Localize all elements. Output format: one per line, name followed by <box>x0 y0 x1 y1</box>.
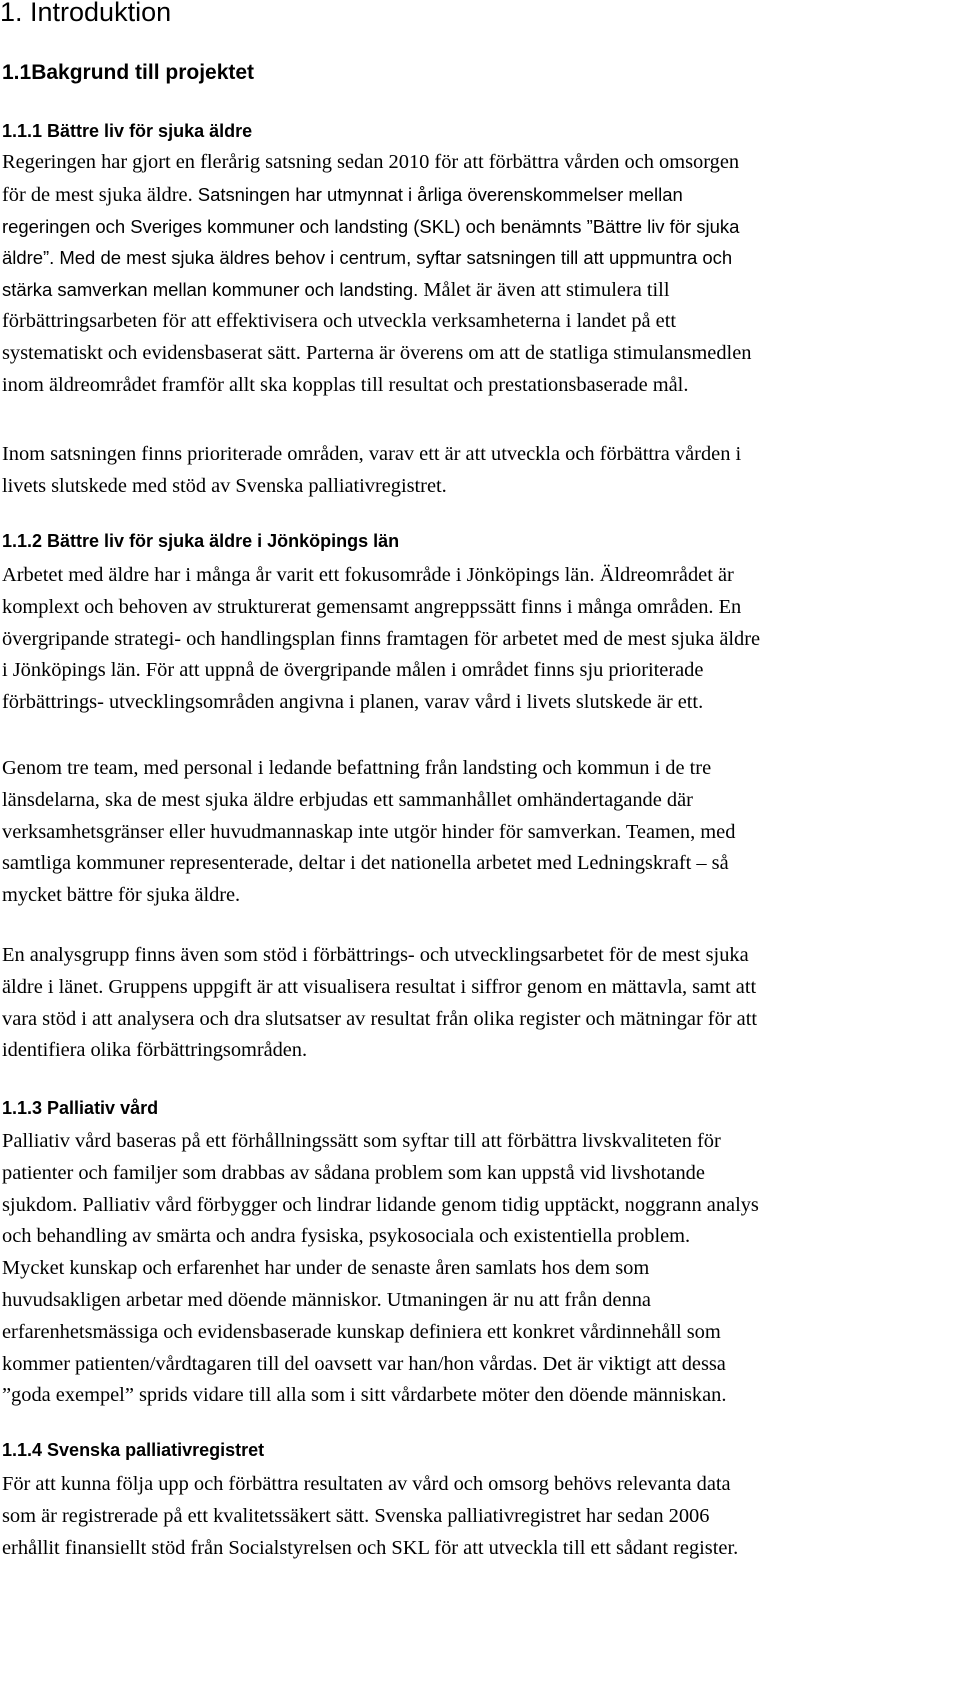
text-line <box>2 439 960 471</box>
text-line <box>2 1380 960 1412</box>
text-segment: äldre i länet. Gruppens uppgift är att visualisera resultat i siffror genom en mättavla, samt att <box>2 975 757 998</box>
text-segment: Satsningen har utmynnat i årliga överenskommelser mellan <box>197 183 683 205</box>
text-line <box>2 592 960 624</box>
text-segment: komplext och behoven av strukturerat gemensamt angreppssätt finns i många områden. En <box>2 595 742 618</box>
text-segment: Målet är även att stimulera till <box>423 279 670 302</box>
section-title-bakgrund: 1.1Bakgrund till projektet <box>2 61 255 84</box>
text-line <box>2 471 960 503</box>
text-segment: För att kunna följa upp och förbättra resultaten av vård och omsorg behövs relevanta data <box>2 1473 731 1495</box>
text-segment: Regeringen har gjort en flerårig satsning sedan 2010 för att förbättra vården och omsorgen <box>2 151 740 173</box>
text-segment: vara stöd i att analysera och dra slutsatser av resultat från olika register och mätningar för att <box>2 1007 758 1030</box>
text-line <box>2 274 960 306</box>
text-line <box>2 1285 960 1317</box>
subsection-title-palliativ-vard: 1.1.3 Palliativ vård <box>2 1098 159 1118</box>
text-line <box>2 370 960 402</box>
paragraph-battre-liv <box>2 147 960 401</box>
text-segment: huvudsakligen arbetar med döende människor. Utmaningen är nu att från denna <box>2 1288 651 1311</box>
text-segment: för de mest sjuka äldre. <box>2 183 198 206</box>
text-segment: erfarenhetsmässiga och evidensbaserade kunskap definiera ett konkret vårdinnehåll som <box>2 1320 721 1343</box>
text-segment: inom äldreområdet framför allt ska kopplas till resultat och prestationsbaserade mål. <box>2 373 689 396</box>
text-line <box>2 1035 960 1067</box>
text-segment: kommer patienten/vårdtagaren till del oavsett var han/hon vårdas. Det är viktigt att dessa <box>2 1352 726 1375</box>
text-line <box>2 560 960 592</box>
text-segment: erhållit finansiellt stöd från Socialstyrelsen och SKL för att utveckla till ett sådant register. <box>2 1536 739 1559</box>
text-segment: livets slutskede med stöd av Svenska palliativregistret. <box>2 474 447 497</box>
text-segment: förbättrings- utvecklingsområden angivna i planen, varav vård i livets slutskede är ett. <box>2 691 704 714</box>
text-line <box>2 211 960 243</box>
text-line <box>2 1253 960 1285</box>
text-line <box>2 1158 960 1190</box>
text-segment: och behandling av smärta och andra fysiska, psykosociala och existentiella problem. <box>2 1225 691 1248</box>
text-line <box>2 1126 960 1158</box>
text-line <box>2 848 960 880</box>
text-line <box>2 687 960 719</box>
text-segment: förbättringsarbeten för att effektivisera och utveckla verksamheterna i landet på ett <box>2 309 677 332</box>
text-segment: systematiskt och evidensbaserat sätt. Parterna är överens om att de statliga stimulansmedlen <box>2 341 752 364</box>
text-line <box>2 940 960 972</box>
text-line <box>2 1221 960 1253</box>
text-line <box>2 242 960 274</box>
text-segment: samtliga kommuner representerade, deltar i det nationella arbetet med Ledningskraft – så <box>2 852 729 875</box>
text-line <box>2 147 960 179</box>
text-line <box>2 1469 960 1501</box>
chapter-title: 1. Introduktion <box>0 0 172 27</box>
text-line <box>2 1004 960 1036</box>
text-segment: Genom tre team, med personal i ledande befattning från landsting och kommun i de tre <box>2 757 712 779</box>
text-line <box>2 785 960 817</box>
text-segment: Mycket kunskap och erfarenhet har under de senaste åren samlats hos dem som <box>2 1257 650 1280</box>
text-line <box>2 1349 960 1381</box>
text-line <box>2 817 960 849</box>
text-line <box>2 338 960 370</box>
text-segment: regeringen och Sveriges kommuner och landsting (SKL) och benämnts ”Bättre liv för sjuka <box>2 215 740 237</box>
text-segment: som är registrerade på ett kvalitetssäkert sätt. Svenska palliativregistret har sedan 2006 <box>2 1504 710 1527</box>
paragraph-prioriterade-omraden <box>2 439 960 503</box>
paragraph-palliativregistret <box>2 1469 960 1564</box>
paragraph-palliativ-vard <box>2 1126 960 1412</box>
text-segment: En analysgrupp finns även som stöd i förbättrings- och utvecklingsarbetet för de mest sjuka <box>2 944 749 966</box>
text-segment: verksamhetsgränser eller huvudmannaskap inte utgör hinder för samverkan. Teamen, med <box>2 820 736 843</box>
text-segment: patienter och familjer som drabbas av sådana problem som kan uppstå vid livshotande <box>2 1161 705 1184</box>
paragraph-analysgrupp <box>2 940 960 1067</box>
text-line <box>2 179 960 211</box>
text-segment: Palliativ vård baseras på ett förhållningssätt som syftar till att förbättra livskvaliteten för <box>2 1130 721 1152</box>
text-segment: Inom satsningen finns prioriterade områden, varav ett är att utveckla och förbättra vården i <box>2 443 742 465</box>
subsection-title-jonkopings-lan: 1.1.2 Bättre liv för sjuka äldre i Jönköpings län <box>2 531 400 551</box>
text-line <box>2 624 960 656</box>
text-line <box>2 880 960 912</box>
text-segment: länsdelarna, ska de mest sjuka äldre erbjudas ett sammanhållet omhändertagande där <box>2 788 693 811</box>
text-segment: äldre”. Med de mest sjuka äldres behov i centrum, syftar satsningen till att uppmuntra och <box>2 247 733 269</box>
text-line <box>2 972 960 1004</box>
subsection-title-battre-liv: 1.1.1 Bättre liv för sjuka äldre <box>2 121 253 141</box>
text-segment: identifiera olika förbättringsområden. <box>2 1039 308 1062</box>
text-segment: sjukdom. Palliativ vård förbygger och lindrar lidande genom tidig upptäckt, noggrann analys <box>2 1193 759 1216</box>
text-line <box>2 1501 960 1533</box>
text-line <box>2 306 960 338</box>
text-segment: övergripande strategi- och handlingsplan finns framtagen för arbetet med de mest sjuka äldre <box>2 627 761 650</box>
text-line <box>2 753 960 785</box>
text-segment: i Jönköpings län. För att uppnå de övergripande målen i området finns sju prioriterade <box>2 659 704 682</box>
paragraph-team <box>2 753 960 912</box>
text-line <box>2 1190 960 1222</box>
paragraph-fokusomrade <box>2 560 960 719</box>
text-segment: mycket bättre för sjuka äldre. <box>2 884 241 907</box>
text-segment: ”goda exempel” sprids vidare till alla som i sitt vårdarbete möter den döende människan. <box>2 1384 727 1407</box>
text-segment: Arbetet med äldre har i många år varit ett fokusområde i Jönköpings län. Äldreområdet är <box>2 564 734 586</box>
text-line <box>2 1533 960 1565</box>
subsection-title-palliativregistret: 1.1.4 Svenska palliativregistret <box>2 1440 265 1460</box>
text-line <box>2 655 960 687</box>
text-line <box>2 1317 960 1349</box>
text-segment: stärka samverkan mellan kommuner och landsting. <box>2 279 424 301</box>
